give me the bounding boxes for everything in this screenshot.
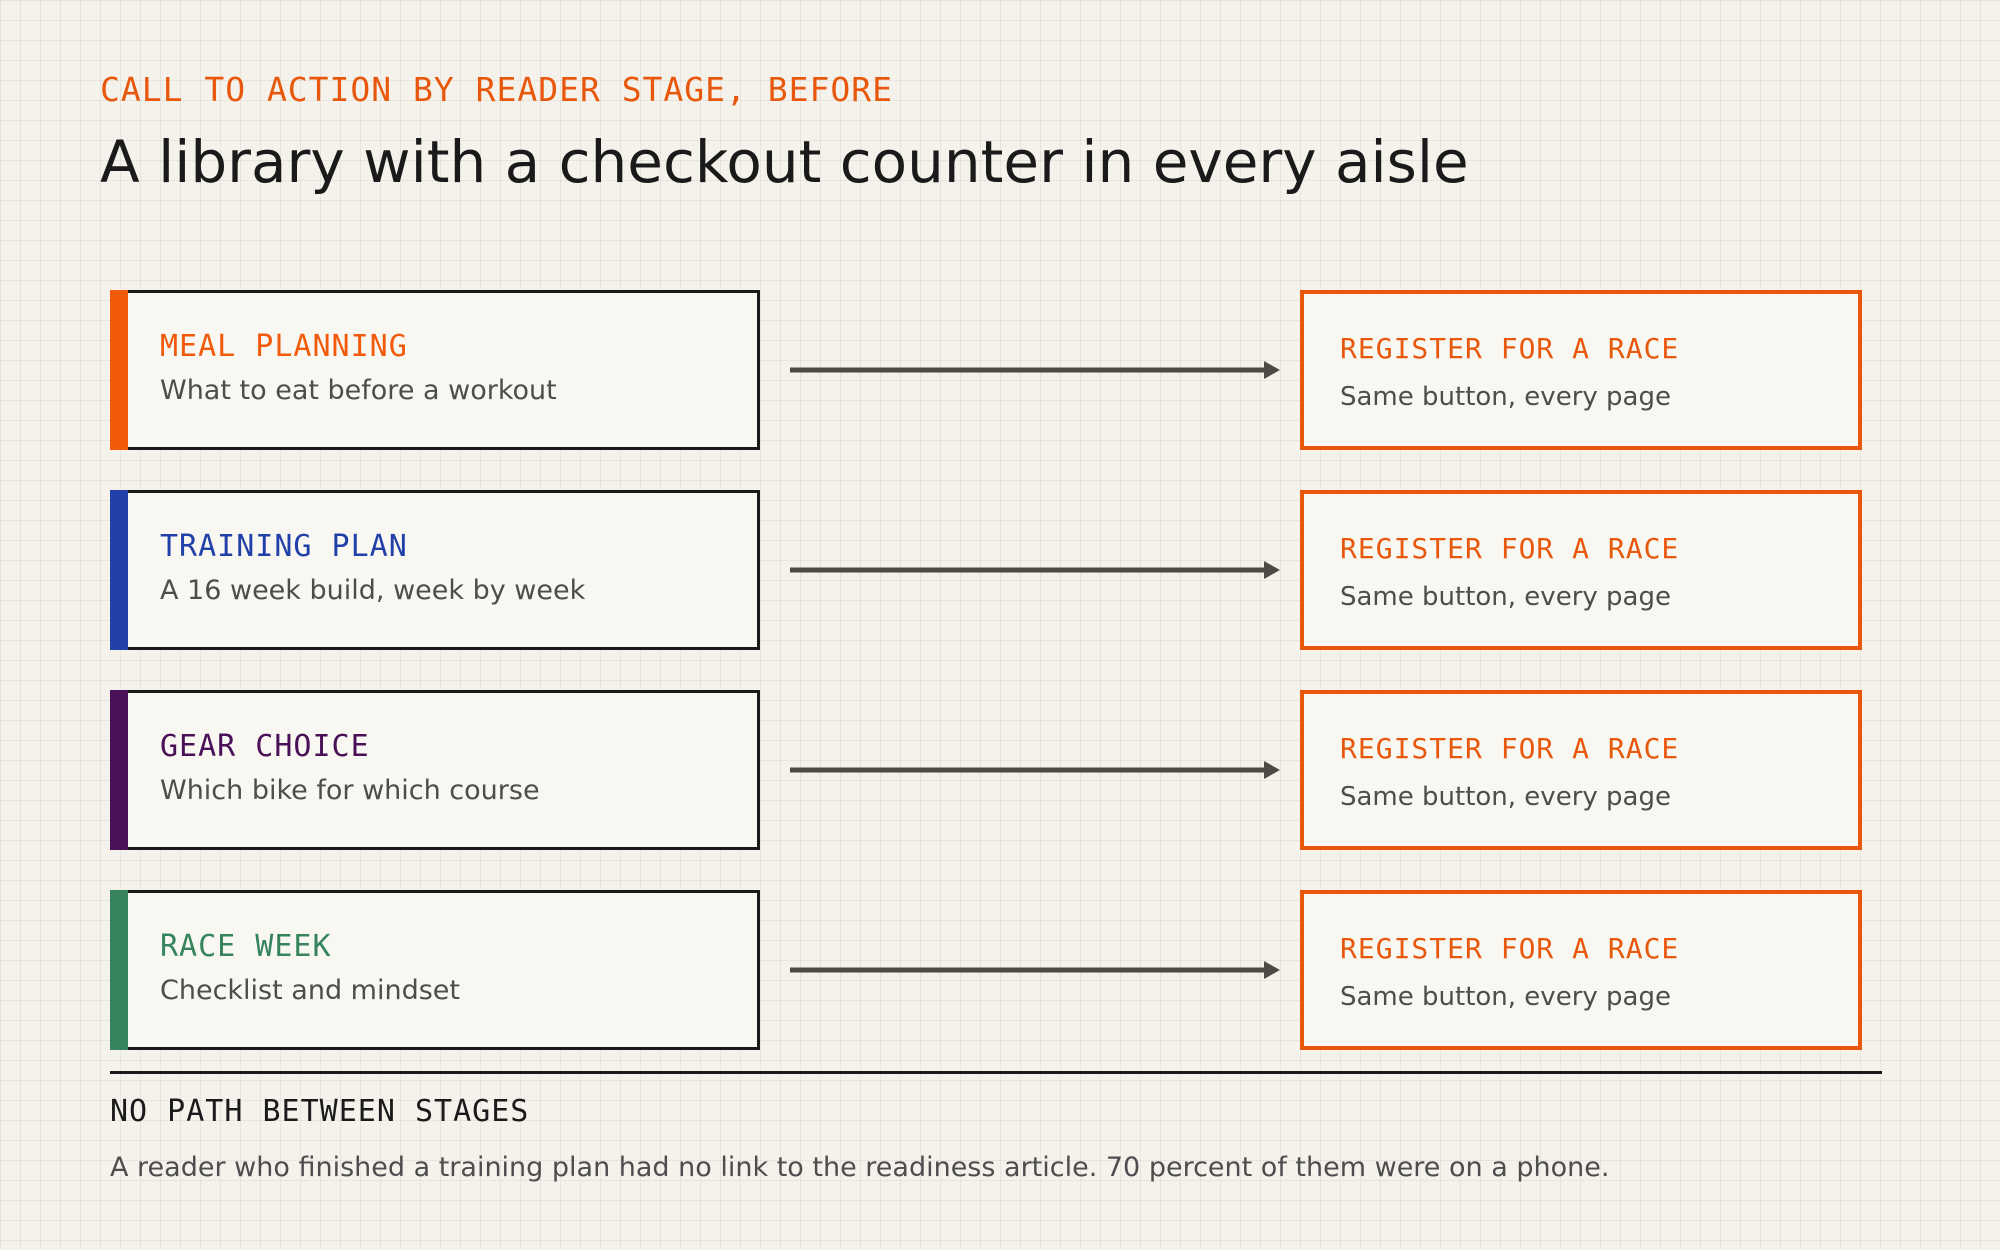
page-title: A library with a checkout counter in every aisle [100,128,1469,196]
cta-box [1300,490,1862,650]
cta-label: REGISTER FOR A RACE [1340,532,1680,565]
cta-label: REGISTER FOR A RACE [1340,932,1680,965]
footer-heading: NO PATH BETWEEN STAGES [110,1094,530,1129]
stage-color-bar [110,490,128,650]
cta-description: Same button, every page [1340,582,1671,612]
cta-description: Same button, every page [1340,982,1671,1012]
footer-text: A reader who finished a training plan had no link to the readiness article. 70 percent of them were on a phone. [110,1152,1610,1183]
stage-description: A 16 week build, week by week [160,575,586,606]
cta-label: REGISTER FOR A RACE [1340,732,1680,765]
stage-name: GEAR CHOICE [160,729,370,764]
stage-name: TRAINING PLAN [160,529,408,564]
stage-box-gear-choice [110,690,760,850]
stage-box-meal-planning [110,290,760,450]
stage-color-bar [110,690,128,850]
stage-description: Checklist and mindset [160,975,460,1006]
arrow-connector [790,960,1280,980]
cta-box [1300,690,1862,850]
arrow-connector [790,760,1280,780]
stage-color-bar [110,290,128,450]
stage-row [110,290,1860,450]
cta-box [1300,890,1862,1050]
stage-box-training-plan [110,490,760,650]
cta-label: REGISTER FOR A RACE [1340,332,1680,365]
arrow-connector [790,560,1280,580]
footer-divider [110,1071,1882,1074]
stage-description: What to eat before a workout [160,375,557,406]
stage-description: Which bike for which course [160,775,540,806]
eyebrow-label: CALL TO ACTION BY READER STAGE, BEFORE [100,70,893,109]
stage-row [110,690,1860,850]
cta-box [1300,290,1862,450]
stage-name: MEAL PLANNING [160,329,408,364]
stage-row [110,890,1860,1050]
cta-description: Same button, every page [1340,382,1671,412]
stage-color-bar [110,890,128,1050]
stage-name: RACE WEEK [160,929,332,964]
stage-row [110,490,1860,650]
stage-box-race-week [110,890,760,1050]
cta-description: Same button, every page [1340,782,1671,812]
arrow-connector [790,360,1280,380]
